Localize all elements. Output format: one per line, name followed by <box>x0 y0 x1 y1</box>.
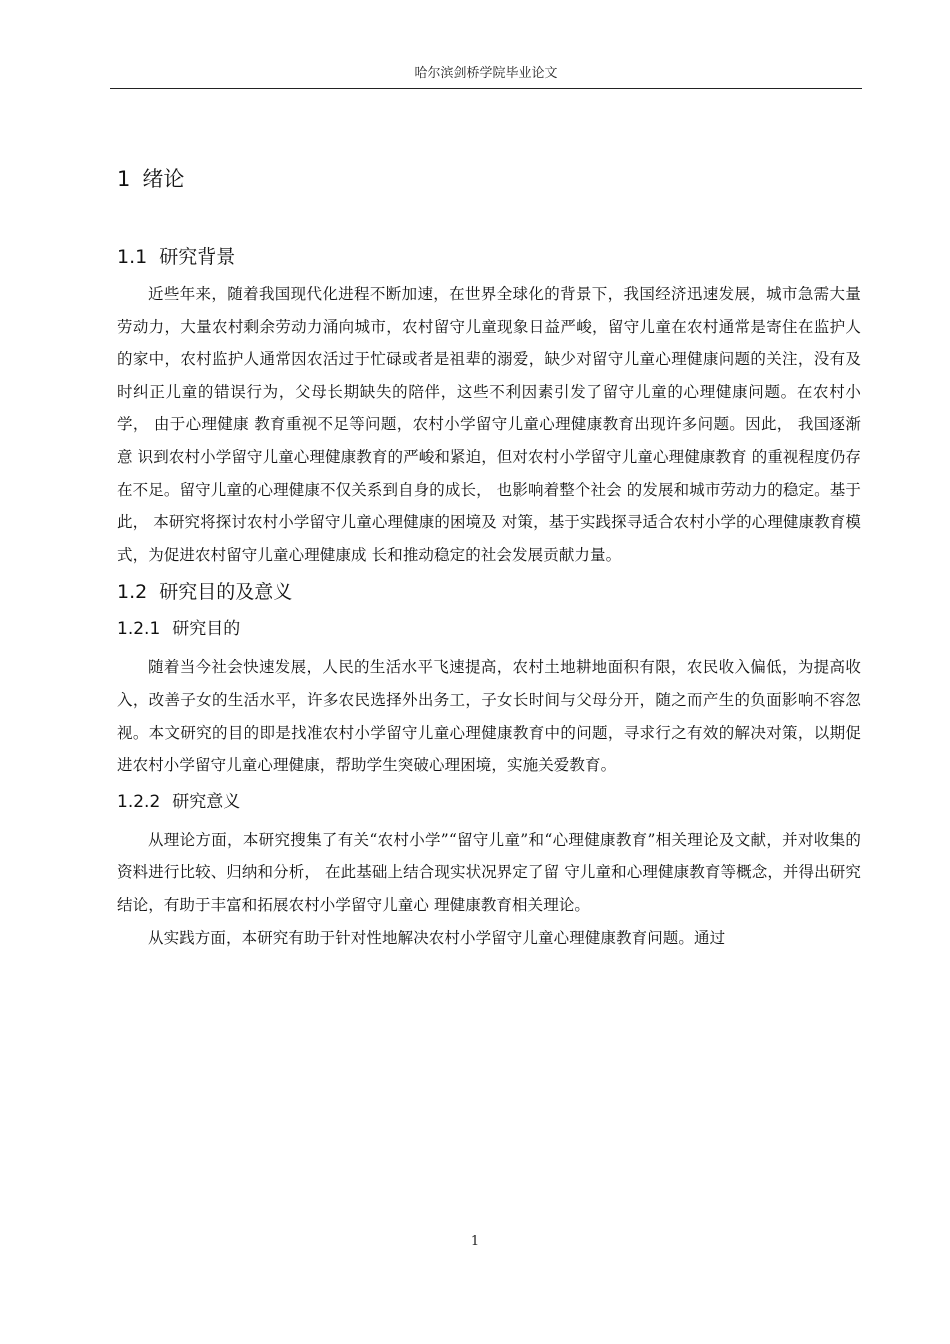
subsection-number: 1.2.1 <box>117 619 161 640</box>
body-paragraph: 从实践方面，本研究有助于针对性地解决农村小学留守儿童心理健康教育问题。通过 <box>148 928 726 947</box>
body-paragraph: 随着当今社会快速发展，人民的生活水平飞速提高，农村土地耕地面积有限，农民收入偏低，为提高收入，改善子女的生活水平，许多农民选择外出务工，子女长时间与父母分开，随之而产生的负面影响不容忽视。本文研究的目的即是找准农村小学留守儿童心理健康教育中的问题，寻求行之有效的解决对策，以期促进农村小学留守儿童心理健康，帮助学生突破心理困境，实施关爱教育。 <box>117 658 861 775</box>
subsection-number: 1.2.2 <box>117 791 161 812</box>
chapter-number: 1 <box>117 167 131 191</box>
running-header <box>110 64 862 89</box>
section-title: 研究目的及意义 <box>159 581 293 604</box>
section-heading-1-1 <box>117 240 861 274</box>
subsection-heading-1-2-1 <box>117 613 861 645</box>
section-number: 1.2 <box>117 581 148 604</box>
body-paragraph: 近些年来，随着我国现代化进程不断加速，在世界全球化的背景下，我国经济迅速发展，城市急需大量劳动力，大量农村剩余劳动力涌向城市，农村留守儿童现象日益严峻，留守儿童在农村通常是寄住在监护人的家中，农村监护人通常因农活过于忙碌或者是祖辈的溺爱，缺少对留守儿童心理健康问题的关注，没有及时纠正儿童的错误行为，父母长期缺失的陪伴，这些不利因素引发了留守儿童的心理健康问题。在农村小学， 由于心理健康 教育重视不足等问题，农村小学留守儿童心理健康教育出现许多问题。因此， 我国逐渐意 识到农村小学留守儿童心理健康教育的严峻和紧迫，但对农村小学留守儿童心理健康教育 的重视程度仍存在不足。留守儿童的心理健康不仅关系到自身的成长， 也影响着整个社会 的发展和城市劳动力的稳定。基于此， 本研究将探讨农村小学留守儿童心理健康的困境及 对策，基于实践探寻适合农村小学的心理健康教育模式，为促进农村留守儿童心理健康成 长和推动稳定的社会发展贡献力量。 <box>117 285 861 564</box>
chapter-title: 绪论 <box>142 167 185 191</box>
subsection-title: 研究目的 <box>172 619 241 640</box>
section-title: 研究背景 <box>159 246 236 268</box>
section-heading-1-2 <box>117 575 861 609</box>
page-number: 1 <box>470 1234 480 1249</box>
section-number: 1.1 <box>117 246 148 268</box>
subsection-title: 研究意义 <box>172 791 241 812</box>
chapter-heading <box>117 160 861 198</box>
header-text: 哈尔滨剑桥学院毕业论文 <box>414 66 558 81</box>
body-paragraph: 从理论方面，本研究搜集了有关“农村小学”“留守儿童”和“心理健康教育”相关理论及文献，并对收集的资料进行比较、归纳和分析， 在此基础上结合现实状况界定了留 守儿童和心理健康教育等概念，并得出研究结论，有助于丰富和拓展农村小学留守儿童心 理健康教育相关理论。 <box>117 830 861 914</box>
page-body <box>117 160 861 954</box>
subsection-heading-1-2-2 <box>117 786 861 818</box>
